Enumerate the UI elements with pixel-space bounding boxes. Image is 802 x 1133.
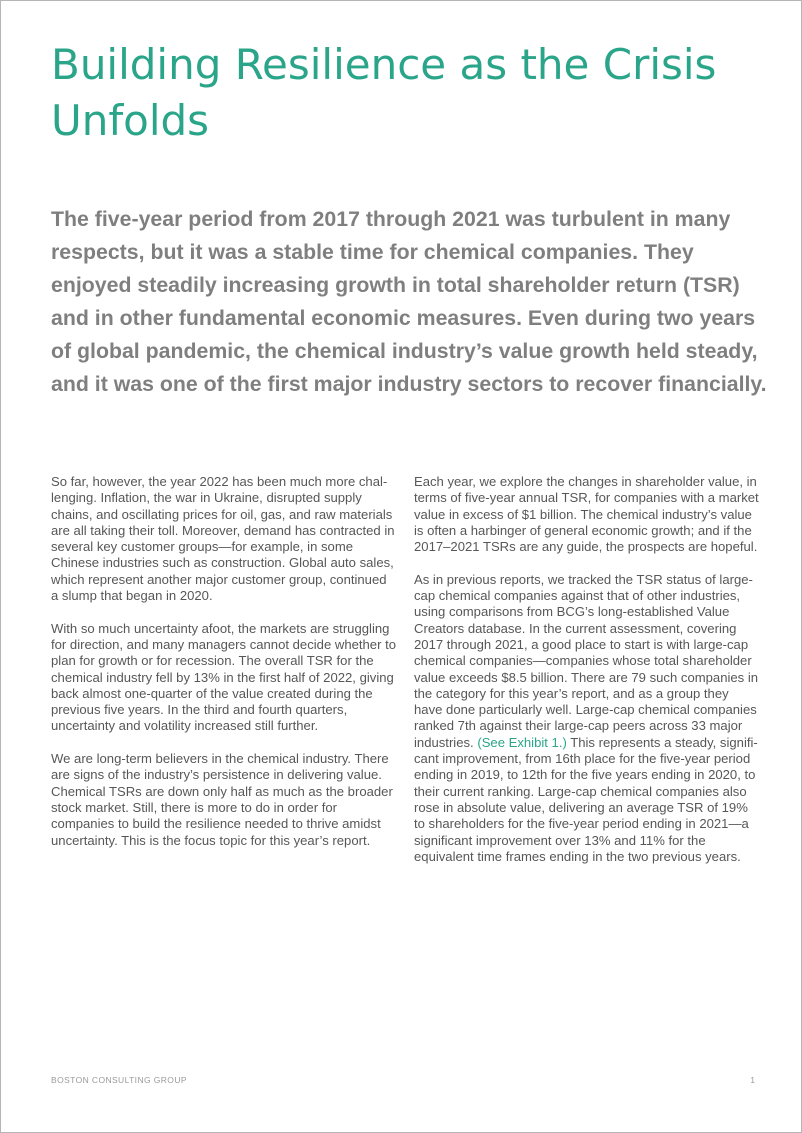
- title-line-2: Unfolds: [51, 96, 210, 145]
- lede-paragraph: The five-year period from 2017 through 2021 was turbulent in many respects, but it was a stable time for chemical companies. They enjoyed steadily increasing growth in total shareholder return (TSR) and in other fundamental economic measures. Even during two years of global pandemic, the chemical industry’s value growth held steady, and it was one of the first major industry sectors to recover financially.: [51, 207, 767, 396]
- exhibit-link[interactable]: (See Exhibit 1.): [477, 734, 567, 750]
- left-column: [51, 474, 397, 865]
- right-paragraph-2: [414, 572, 760, 865]
- footer-organization: BOSTON CONSULTING GROUP: [51, 1075, 187, 1085]
- left-paragraph-3: We are long-term believers in the chemical industry. There are signs of the industry’s persistence in delivering value. Chemical TSRs are down only half as much as the broader stock market. Still, there is more to do in order for companies to build the resilience needed to thrive amidst uncertainty. This is the focus topic for this year’s report.: [51, 751, 393, 848]
- left-paragraph-1: So far, however, the year 2022 has been much more challenging. Inflation, the war in Ukraine, disrupted supply chains, and oscillating prices for oil, gas, and raw materials are all taking their toll. Moreover, demand has contracted in several key customer groups—for example, in some Chinese industries such as construction. Global auto sales, which represent another major customer group, continued a slump that began in 2020.: [51, 474, 395, 604]
- right-paragraph-2-text-b: This represents a steady, significant improvement, from 16th place for the five-year period ending in 2019, to 12th for the five years ending in 2020, to their current ranking. Large-cap chemical companies also rose in absolute value, delivering an average TSR of 19% to shareholders for the five-year period ending in 2021—a significant improvement over 13% and 11% for the equivalent time frames ending in the two previous years.: [414, 734, 758, 864]
- right-column: [414, 474, 760, 881]
- right-paragraph-2-text-a: As in previous reports, we tracked the TSR status of largecap chemical companies against that of other industries, using comparisons from BCG’s long-established Value Creators database. In the current assessment, covering 2017 through 2021, a good place to start is with large-cap chemical companies—companies whose total shareholder value exceeds $8.5 billion. There are 79 such companies in the category for this year’s report, and as a group they have done particularly well. Large-cap chemical companies ranked 7th against their large-cap peers across 33 major industries.: [414, 571, 759, 750]
- title-line-1: Building Resilience as the Crisis: [51, 40, 717, 89]
- page-title: [51, 37, 751, 149]
- left-paragraph-2: With so much uncertainty afoot, the markets are struggling for direction, and many managers cannot decide whether to plan for growth or for recession. The overall TSR for the chemical industry fell by 13% in the first half of 2022, giving back almost one-quarter of the value created during the previous five years. In the third and fourth quarters, uncertainty and volatility increased still further.: [51, 620, 397, 734]
- page-number: 1: [750, 1075, 755, 1085]
- right-paragraph-1: Each year, we explore the changes in shareholder value, in terms of five-year annual TSR, for companies with a market value in excess of $1 billion. The chemical industry’s value is often a harbinger of general economic growth; and if the 2017–2021 TSRs are any guide, the prospects are hopeful.: [414, 474, 759, 555]
